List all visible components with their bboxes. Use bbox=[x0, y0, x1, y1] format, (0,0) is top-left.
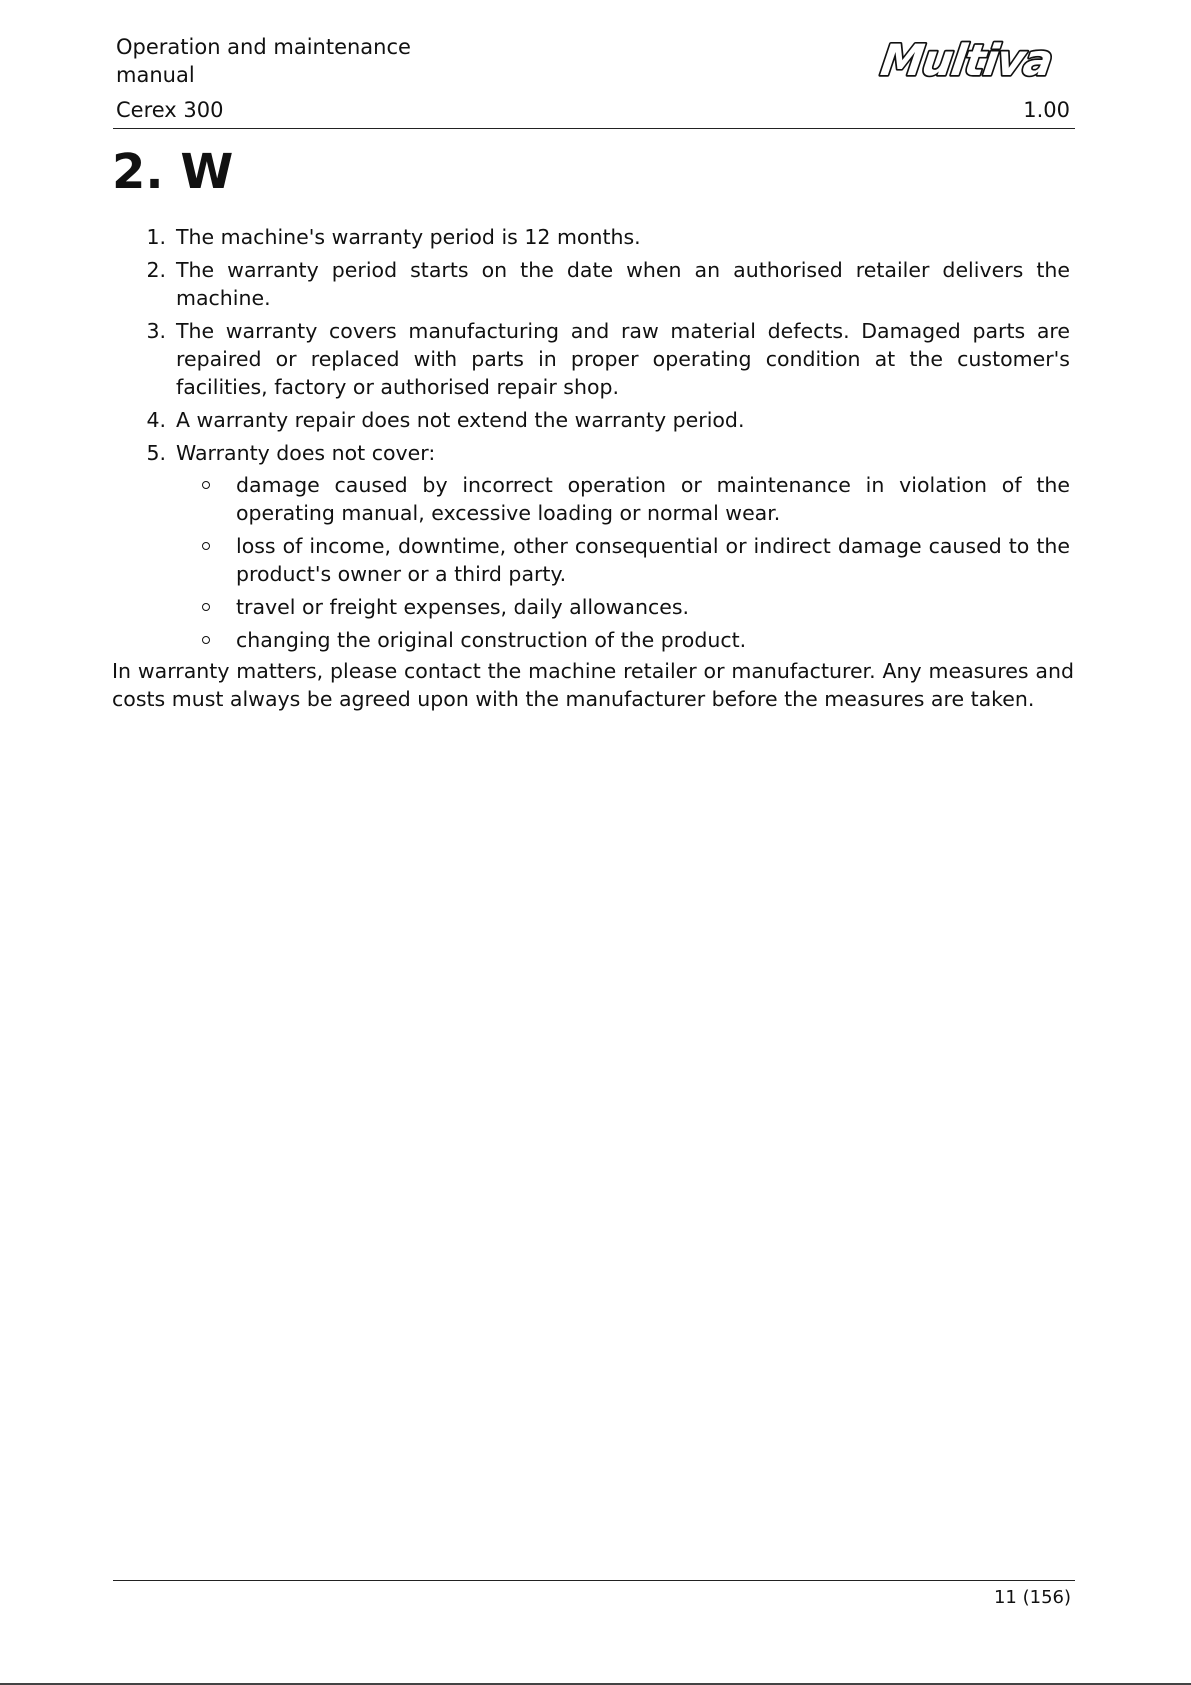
bullet-icon bbox=[202, 636, 210, 644]
list-item-text: A warranty repair does not extend the warranty period. bbox=[176, 408, 745, 432]
page-header bbox=[113, 32, 1075, 129]
document-version: 1.00 bbox=[1023, 98, 1070, 122]
exclusion-item bbox=[176, 626, 1070, 654]
page-number: 11 (156) bbox=[993, 1587, 1071, 1608]
bullet-icon bbox=[202, 481, 210, 489]
list-item-number: 2. bbox=[146, 258, 166, 282]
warranty-terms-list bbox=[130, 223, 1070, 659]
exclusion-item bbox=[176, 471, 1070, 527]
list-item bbox=[130, 406, 1070, 434]
list-item-number: 3. bbox=[146, 319, 166, 343]
exclusion-item bbox=[176, 593, 1070, 621]
warranty-exclusions-list bbox=[176, 471, 1070, 654]
footer-divider bbox=[113, 1580, 1075, 1581]
list-item bbox=[130, 317, 1070, 401]
list-item-text: The warranty covers manufacturing and raw material defects. Damaged parts are repaired or replaced with parts in proper operating condition at the customer's facilities, factory or authorised repair shop. bbox=[176, 319, 1070, 399]
section-heading: 2. W bbox=[112, 144, 234, 200]
bullet-icon bbox=[202, 603, 210, 611]
bullet-icon bbox=[202, 542, 210, 550]
list-item-text: The machine's warranty period is 12 months. bbox=[176, 225, 641, 249]
list-item-number: 5. bbox=[146, 441, 166, 465]
list-item-text: Warranty does not cover: bbox=[176, 441, 436, 465]
list-item bbox=[130, 256, 1070, 312]
exclusion-text: damage caused by incorrect operation or maintenance in violation of the operating manual, excessive loading or normal wear. bbox=[236, 473, 1070, 525]
document-title: Operation and maintenance manual bbox=[116, 35, 411, 87]
multiva-logo bbox=[859, 34, 1071, 86]
exclusion-text: changing the original construction of the product. bbox=[236, 628, 747, 652]
product-name: Cerex 300 bbox=[116, 98, 224, 122]
list-item-number: 1. bbox=[146, 225, 166, 249]
list-item bbox=[130, 223, 1070, 251]
warranty-contact-paragraph: In warranty matters, please contact the machine retailer or manufacturer. Any measures and costs must always be agreed upon with the manufacturer before the measures are taken. bbox=[112, 659, 1074, 711]
exclusion-text: travel or freight expenses, daily allowances. bbox=[236, 595, 690, 619]
list-item bbox=[130, 439, 1070, 654]
list-item-number: 4. bbox=[146, 408, 166, 432]
list-item-text: The warranty period starts on the date when an authorised retailer delivers the machine. bbox=[176, 258, 1070, 310]
exclusion-item bbox=[176, 532, 1070, 588]
logo-wordmark: Multiva bbox=[877, 36, 1055, 86]
exclusion-text: loss of income, downtime, other consequential or indirect damage caused to the product's owner or a third party. bbox=[236, 534, 1070, 586]
